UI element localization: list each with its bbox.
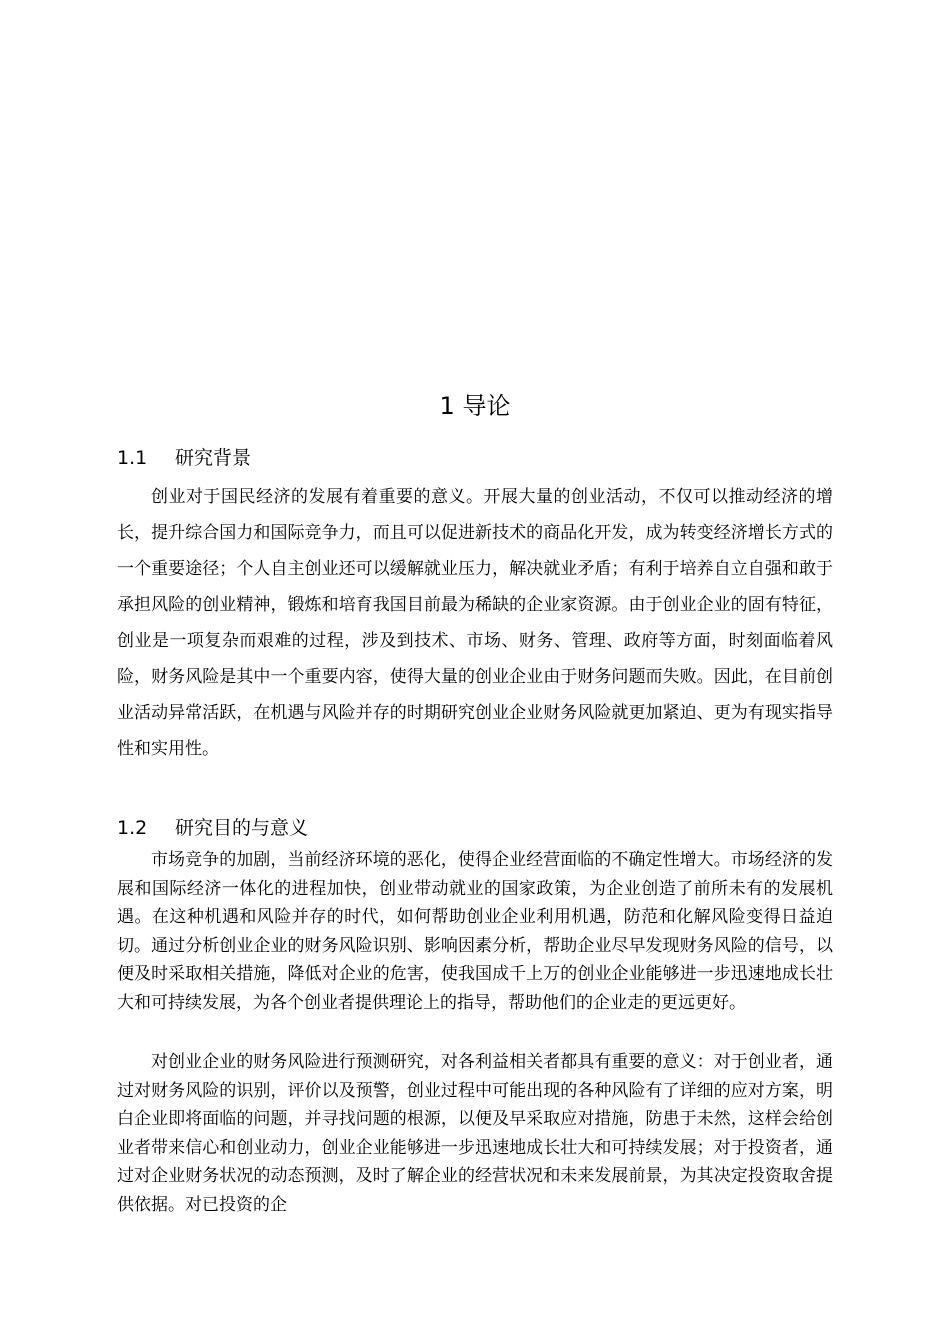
section-heading-1-1 (117, 444, 251, 472)
section-title: 研究背景 (175, 447, 252, 469)
section-number: 1.1 (117, 447, 148, 469)
section-number: 1.2 (117, 817, 148, 839)
section-heading-1-2 (117, 814, 308, 842)
section-title: 研究目的与意义 (175, 817, 309, 839)
chapter-title: 1 导论 (439, 392, 511, 420)
paragraph-research-purpose: 市场竞争的加剧，当前经济环境的恶化，使得企业经营面临的不确定性增大。市场经济的发展和国际经济一体化的进程加快，创业带动就业的国家政策，为企业创造了前所未有的发展机遇。在这种机遇和风险并存的时代，如何帮助创业企业利用机遇，防范和化解风险变得日益迫切。通过分析创业企业的财务风险识别、影响因素分析，帮助企业尽早发现财务风险的信号，以便及时采取相关措施，降低对企业的危害，使我国成千上万的创业企业能够进一步迅速地成长壮大和可持续发展，为各个创业者提供理论上的指导，帮助他们的企业走的更远更好。 (117, 850, 833, 1013)
paragraph-research-significance: 对创业企业的财务风险进行预测研究，对各利益相关者都具有重要的意义：对于创业者，通过对财务风险的识别，评价以及预警，创业过程中可能出现的各种风险有了详细的应对方案，明白企业即将面临的问题，并寻找问题的根源，以便及早采取应对措施，防患于未然，这样会给创业者带来信心和创业动力，创业企业能够进一步迅速地成长壮大和可持续发展；对于投资者，通过对企业财务状况的动态预测，及时了解企业的经营状况和未来发展前景，为其决定投资取舍提供依据。对已投资的企 (117, 1052, 833, 1215)
paragraph-research-background: 创业对于国民经济的发展有着重要的意义。开展大量的创业活动，不仅可以推动经济的增长，提升综合国力和国际竞争力，而且可以促进新技术的商品化开发，成为转变经济增长方式的一个重要途径；个人自主创业还可以缓解就业压力，解决就业矛盾；有利于培养自立自强和敢于承担风险的创业精神，锻炼和培育我国目前最为稀缺的企业家资源。由于创业企业的固有特征，创业是一项复杂而艰难的过程，涉及到技术、市场、财务、管理、政府等方面，时刻面临着风险，财务风险是其中一个重要内容，使得大量的创业企业由于财务问题而失败。因此，在目前创业活动异常活跃，在机遇与风险并存的时期研究创业企业财务风险就更加紧迫、更为有现实指导性和实用性。 (117, 487, 833, 759)
